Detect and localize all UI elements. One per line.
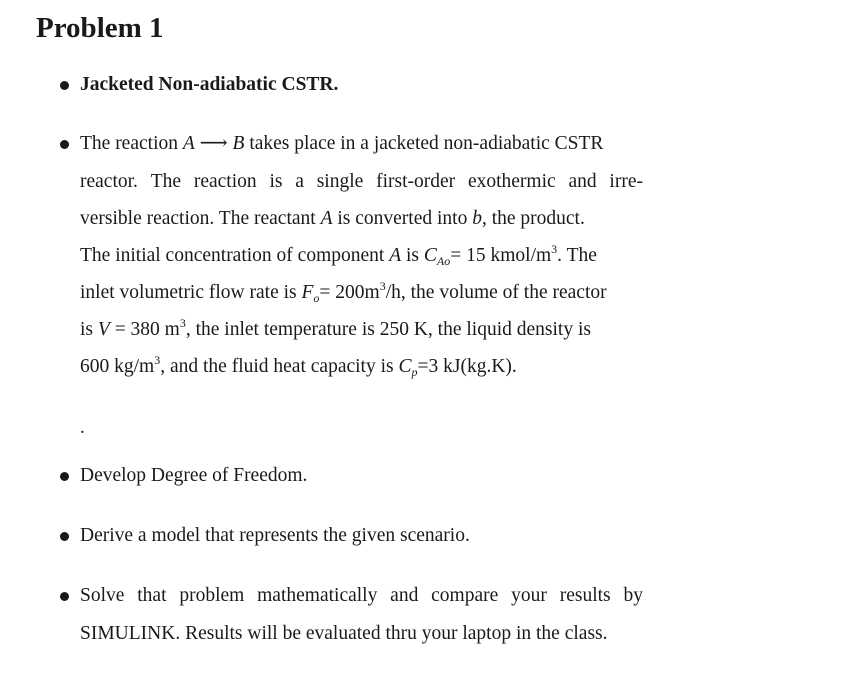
paragraph-line-3: versible reaction. The reactant A is converted into b, the product. xyxy=(80,208,585,229)
bullet-1-text: Jacketed Non-adiabatic CSTR. xyxy=(80,74,339,95)
bullet-icon xyxy=(60,140,69,149)
bullet-icon xyxy=(60,472,69,481)
page-title: Problem 1 xyxy=(36,12,164,44)
bullet-4-text: Derive a model that represents the given scenario. xyxy=(80,525,470,546)
paragraph-line-7: 600 $kg/m^3$, and the fluid heat capacity is $C_p=3$ kJ(kg.K). xyxy=(80,353,517,379)
arrow-icon: ⟶ xyxy=(194,133,233,154)
bullet-icon xyxy=(60,592,69,601)
bullet-3-text: Develop Degree of Freedom. xyxy=(80,465,308,486)
paragraph-line-2: reactor. The reaction is a single first-order exothermic and irre- xyxy=(80,171,643,192)
paragraph-line-1: The reaction A ⟶ B takes place in a jacketed non-adiabatic CSTR xyxy=(80,133,604,154)
paragraph-line-5: inlet volumetric flow rate is $F_o= 200m^3/h$, the volume of the reactor xyxy=(80,279,607,305)
stray-dot: . xyxy=(80,417,85,438)
paragraph-line-1: Solve that problem mathematically and compare your results by xyxy=(80,585,643,606)
paragraph-line-2: SIMULINK. Results will be evaluated thru your laptop in the class. xyxy=(80,623,608,644)
paragraph-line-4: The initial concentration of component A is $C_{Ao}= 15$ kmol/$m^3$. The xyxy=(80,242,597,268)
bullet-icon xyxy=(60,81,69,90)
paragraph-line-6: is V = 380 $m^3$, the inlet temperature is 250 K, the liquid density is xyxy=(80,316,591,340)
bullet-icon xyxy=(60,532,69,541)
